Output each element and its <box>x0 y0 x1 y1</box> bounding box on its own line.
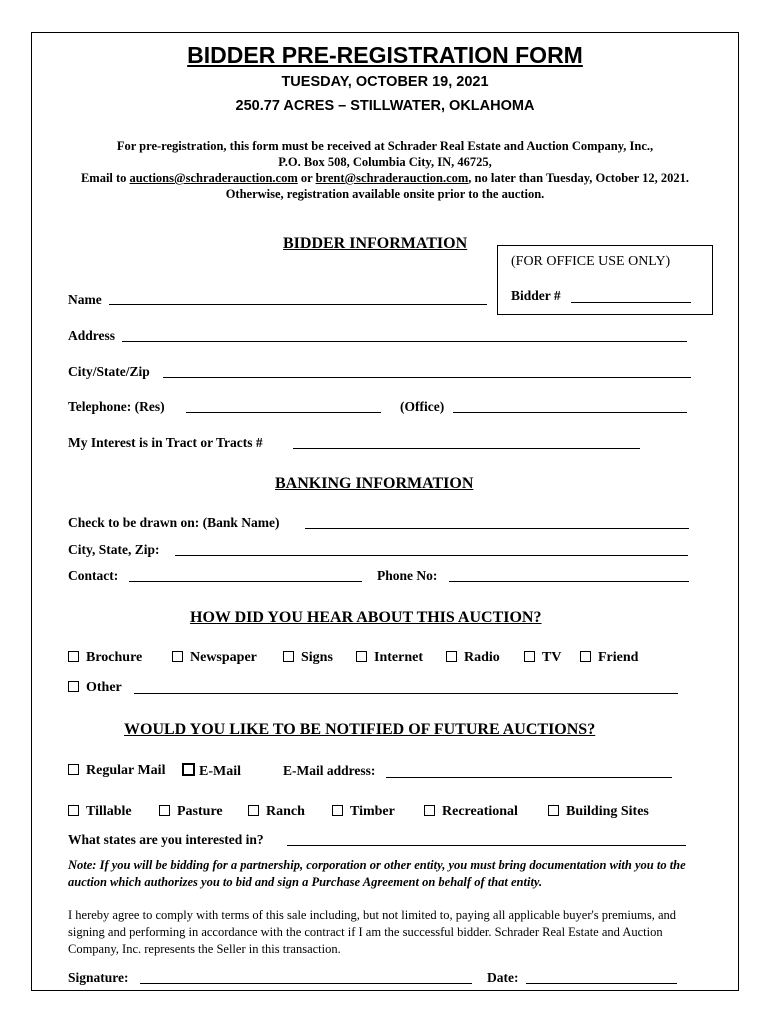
telephone-office-field[interactable] <box>453 412 687 413</box>
checkbox-icon[interactable] <box>248 805 259 816</box>
auction-date: TUESDAY, OCTOBER 19, 2021 <box>281 74 489 90</box>
option-label: Radio <box>464 650 500 665</box>
office-use-box <box>497 245 713 315</box>
notify-heading: WOULD YOU LIKE TO BE NOTIFIED OF FUTURE AUCTIONS? <box>124 721 596 738</box>
hear-option-brochure[interactable] <box>68 650 142 666</box>
date-field[interactable] <box>526 983 677 984</box>
interest-pasture[interactable] <box>159 804 223 820</box>
address-field[interactable] <box>122 341 687 342</box>
checkbox-icon[interactable] <box>356 651 367 662</box>
notify-regular-mail[interactable] <box>68 763 165 779</box>
tract-interest-label: My Interest is in Tract or Tracts # <box>68 435 263 450</box>
hear-heading: HOW DID YOU HEAR ABOUT THIS AUCTION? <box>190 609 542 626</box>
checkbox-icon[interactable] <box>172 651 183 662</box>
intro-text <box>60 138 710 202</box>
interest-building-sites[interactable] <box>548 804 649 820</box>
email-link-auctions[interactable]: auctions@schraderauction.com <box>129 171 298 185</box>
notify-email[interactable] <box>182 763 241 780</box>
option-label: Tillable <box>86 804 132 819</box>
checkbox-icon[interactable] <box>424 805 435 816</box>
option-label: Regular Mail <box>86 763 166 778</box>
intro-line-2: P.O. Box 508, Columbia City, IN, 46725, <box>278 155 492 169</box>
intro-line-1: For pre-registration, this form must be received at Schrader Real Estate and Auction Company, Inc., <box>116 139 654 153</box>
signature-field[interactable] <box>140 983 472 984</box>
bank-name-label: Check to be drawn on: (Bank Name) <box>68 515 280 530</box>
checkbox-icon[interactable] <box>68 764 79 775</box>
hear-option-signs[interactable] <box>283 650 333 666</box>
hear-option-friend[interactable] <box>580 650 638 666</box>
bank-city-label: City, State, Zip: <box>68 542 160 557</box>
checkbox-icon[interactable] <box>446 651 457 662</box>
signature-label: Signature: <box>68 970 129 985</box>
auction-location: 250.77 ACRES – STILLWATER, OKLAHOMA <box>235 98 535 114</box>
email-link-brent[interactable]: brent@schraderauction.com <box>315 171 469 185</box>
option-label: Friend <box>598 650 639 665</box>
checkbox-icon[interactable] <box>68 681 79 692</box>
city-state-zip-field[interactable] <box>163 377 691 378</box>
option-label: Ranch <box>266 804 305 819</box>
states-field[interactable] <box>287 845 686 846</box>
phone-field[interactable] <box>449 581 689 582</box>
banking-heading: BANKING INFORMATION <box>275 475 474 492</box>
hear-option-internet[interactable] <box>356 650 423 666</box>
option-label: TV <box>542 650 562 665</box>
checkbox-icon[interactable] <box>580 651 591 662</box>
interest-ranch[interactable] <box>248 804 305 820</box>
city-state-zip-label: City/State/Zip <box>68 364 150 379</box>
option-label: Brochure <box>86 650 143 665</box>
contact-label: Contact: <box>68 568 119 583</box>
option-label: Timber <box>350 804 395 819</box>
date-label: Date: <box>487 970 519 985</box>
form-title: BIDDER PRE-REGISTRATION FORM <box>187 42 583 68</box>
email-prefix: Email to <box>80 171 130 185</box>
option-label: Newspaper <box>190 650 257 665</box>
bank-name-field[interactable] <box>305 528 689 529</box>
address-label: Address <box>68 328 116 343</box>
phone-label: Phone No: <box>377 568 438 583</box>
contact-field[interactable] <box>129 581 362 582</box>
telephone-office-label: (Office) <box>400 399 445 414</box>
option-label: Signs <box>301 650 333 665</box>
office-use-label: (FOR OFFICE USE ONLY) <box>511 254 671 269</box>
bidder-number-field[interactable] <box>571 302 691 303</box>
states-label: What states are you interested in? <box>68 832 264 847</box>
name-field[interactable] <box>109 304 487 305</box>
interest-timber[interactable] <box>332 804 395 820</box>
option-label: Pasture <box>177 804 223 819</box>
checkbox-icon[interactable] <box>159 805 170 816</box>
email-address-field[interactable] <box>386 777 672 778</box>
intro-line-last: Otherwise, registration available onsite prior to the auction. <box>225 187 545 201</box>
option-label: Other <box>86 680 122 695</box>
option-label: Building Sites <box>566 804 649 819</box>
email-or: or <box>297 171 316 185</box>
bank-city-field[interactable] <box>175 555 688 556</box>
telephone-res-label: Telephone: (Res) <box>68 399 165 414</box>
checkbox-icon[interactable] <box>182 763 195 776</box>
checkbox-icon[interactable] <box>524 651 535 662</box>
email-address-label: E-Mail address: <box>283 763 376 778</box>
bidder-info-heading: BIDDER INFORMATION <box>283 235 468 252</box>
option-label: Recreational <box>442 804 518 819</box>
interest-recreational[interactable] <box>424 804 518 820</box>
hear-option-newspaper[interactable] <box>172 650 257 666</box>
entity-note: Note: If you will be bidding for a partnership, corporation or other entity, you must bring documentation with you to the auction which authorizes you to bid and sign a Purchase Agreement on behalf of that entity. <box>68 858 686 889</box>
agreement-text: I hereby agree to comply with terms of this sale including, but not limited to, paying all applicable buyer's premiums, and signing and performing in accordance with the contract if I am the successful bidder. Schrader Real Estate and Auction Company, Inc. represents the Seller in this transaction. <box>68 908 677 956</box>
other-field[interactable] <box>134 693 678 694</box>
hear-option-tv[interactable] <box>524 650 561 666</box>
option-label: E-Mail <box>199 764 241 779</box>
deadline-text: , no later than Tuesday, October 12, 2021. <box>468 171 690 185</box>
checkbox-icon[interactable] <box>283 651 294 662</box>
telephone-res-field[interactable] <box>186 412 381 413</box>
checkbox-icon[interactable] <box>68 805 79 816</box>
hear-option-other[interactable] <box>68 680 122 696</box>
name-label: Name <box>68 292 102 307</box>
interest-tillable[interactable] <box>68 804 132 820</box>
intro-line-3 <box>60 170 710 186</box>
tract-interest-field[interactable] <box>293 448 640 449</box>
checkbox-icon[interactable] <box>332 805 343 816</box>
hear-option-radio[interactable] <box>446 650 500 666</box>
checkbox-icon[interactable] <box>548 805 559 816</box>
checkbox-icon[interactable] <box>68 651 79 662</box>
option-label: Internet <box>374 650 423 665</box>
bidder-number-label: Bidder # <box>511 288 561 303</box>
